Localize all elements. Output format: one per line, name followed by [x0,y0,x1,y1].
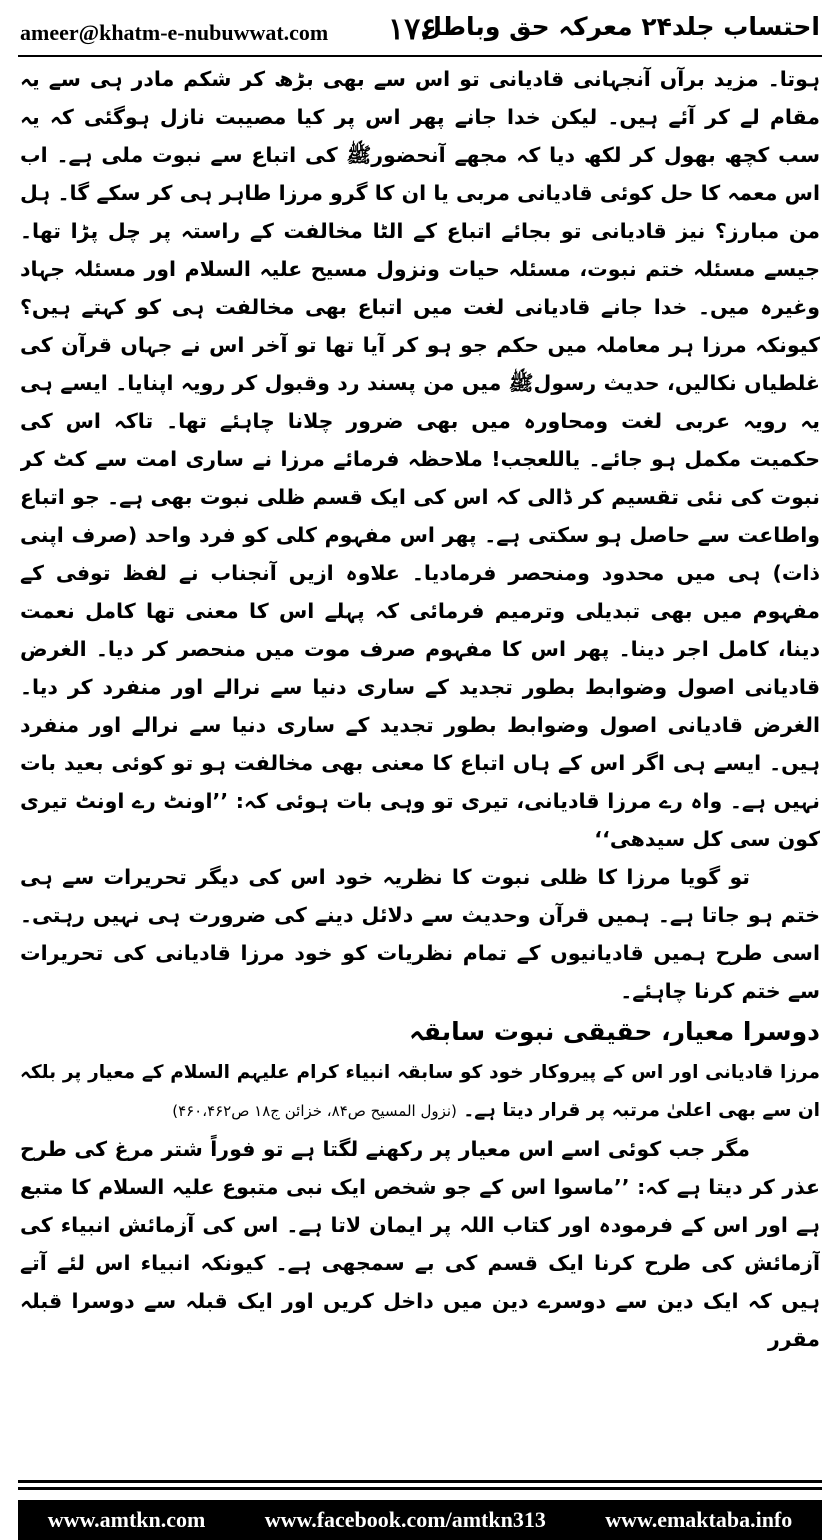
page-body [20,60,820,1475]
footer-link-amtkn[interactable]: www.amtkn.com [47,1507,206,1532]
paragraph-3 [20,1054,820,1130]
paragraph-1: ہوتا۔ مزید برآں آنجہانی قادیانی تو اس سے بھی بڑھ کر شکم مادر ہی سے یہ مقام لے کر آئے ہیں۔ لیکن خدا جانے پھر اس پر کیا مصیبت نازل ہوگئی کہ یہ سب کچھ بھول کر لکھ دیا کہ مجھے آنحضورﷺ کی اتباع سے نبوت ملی ہے۔ اب اس معمہ کا حل کوئی قادیانی مربی یا ان کا گرو مرزا طاہر ہی کر سکے گا۔ ہل من مبارز؟ نیز قادیانی تو بجائے اتباع کے الٹا مخالفت کے راستہ پر چل پڑا تھا۔ جیسے مسئلہ ختم نبوت، مسئلہ حیات ونزول مسیح علیہ السلام اور مسئلہ جہاد وغیرہ میں۔ خدا جانے قادیانی لغت میں اتباع بھی مخالفت ہی کو کہتے ہیں؟ کیونکہ مرزا ہر معاملہ میں حکم جو ہو کر آیا تھا تو آخر اس نے جہاں قرآن کی غلطیاں نکالیں، حدیث رسولﷺ میں من پسند رد وقبول کر رویہ اپنایا۔ ایسے ہی یہ رویہ عربی لغت ومحاورہ میں بھی ضرور چلانا چاہئے تھا۔ تاکہ اس کی حکمیت مکمل ہو جائے۔ یاللعجب! ملاحظہ فرمائے مرزا نے ساری امت سے کٹ کر نبوت کی نئی تقسیم کر ڈالی کہ اس کی ایک قسم ظلی نبوت بھی ہے۔ جو اتباع واطاعت سے حاصل ہو سکتی ہے۔ پھر اس مفہوم کلی کو فرد واحد (صرف اپنی ذات) ہی میں محدود ومنحصر فرمادیا۔ علاوہ ازیں آنجناب نے لفظ توفی کے مفہوم میں بھی تبدیلی وترمیم فرمائی کہ پہلے اس کا معنی تھا کامل نعمت دینا، کامل اجر دینا۔ پھر اس کا مفہوم صرف موت میں منحصر کر دیا۔ الغرض قادیانی اصول وضوابط بطور تجدید کے ساری دنیا سے نرالے اور منفرد کر دیا۔ الغرض قادیانی اصول وضوابط بطور تجدید کے ساری دنیا سے نرالے اور منفرد ہیں۔ ایسے ہی اگر اس کے ہاں اتباع کا معنی بھی مخالفت ہو تو کوئی بعید بات نہیں ہے۔ واہ رے مرزا قادیانی، تیری تو وہی بات ہوئی کہ: ’’اونٹ رے اونٹ تیری کون سی کل سیدھی‘‘ [20,67,820,851]
paragraph-4: مگر جب کوئی اسے اس معیار پر رکھنے لگتا ہے تو فوراً شتر مرغ کی طرح عذر کر دیتا ہے کہ: ’’ماسوا اس کے جو شخص ایک نبی متبوع علیہ السلام کا متبع ہے اور اس کے فرمودہ اور کتاب اللہ پر ایمان لاتا ہے۔ اس کی آزمائش انبیاء کی آزمائش کی طرح کرنا ایک قسم کی بے سمجھی ہے۔ کیونکہ انبیاء اس لئے آتے ہیں کہ ایک دین سے دوسرے دین میں داخل کریں اور ایک قبلہ سے دوسرا قبلہ مقرر [20,1137,820,1351]
footer-rule-1 [18,1480,822,1483]
footer-bar [18,1500,822,1540]
footer-rules [18,1480,822,1494]
paragraph-3-text: مرزا قادیانی اور اس کے پیروکار خود کو سابقہ انبیاء کرام علیہم السلام کے معیار پر بلکہ ان سے بھی اعلیٰ مرتبہ پر قرار دیتا ہے۔ [20,1062,820,1121]
header-email: ameer@khatm-e-nubuwwat.com [20,20,329,45]
citation-reference: (نزول المسیح ص۸۴، خزائن ج۱۸ ص۴۶۰،۴۶۲) [172,1102,457,1120]
section-heading: دوسرا معیار، حقیقی نبوت سابقہ [409,1017,820,1046]
page-number: ۱۷۶ [388,12,437,47]
paragraph-2: تو گویا مرزا کا ظلی نبوت کا نظریہ خود اس کی دیگر تحریرات سے ہی ختم ہو جاتا ہے۔ ہمیں قرآن وحدیث سے دلائل دینے کی ضرورت ہی نہیں رہتی۔ اسی طرح ہمیں قادیانیوں کے تمام نظریات کو خود مرزا قادیانی کی تحریرات سے ختم کرنا چاہئے۔ [20,865,820,1003]
footer-link-emaktaba[interactable]: www.emaktaba.info [605,1507,793,1532]
page-header [20,12,820,52]
footer-rule-2 [18,1487,822,1490]
header-rule [18,55,822,57]
book-title: احتساب جلد۲۴ معرکہ حق وباطل [420,12,820,41]
footer-link-facebook[interactable]: www.facebook.com/amtkn313 [264,1507,546,1532]
